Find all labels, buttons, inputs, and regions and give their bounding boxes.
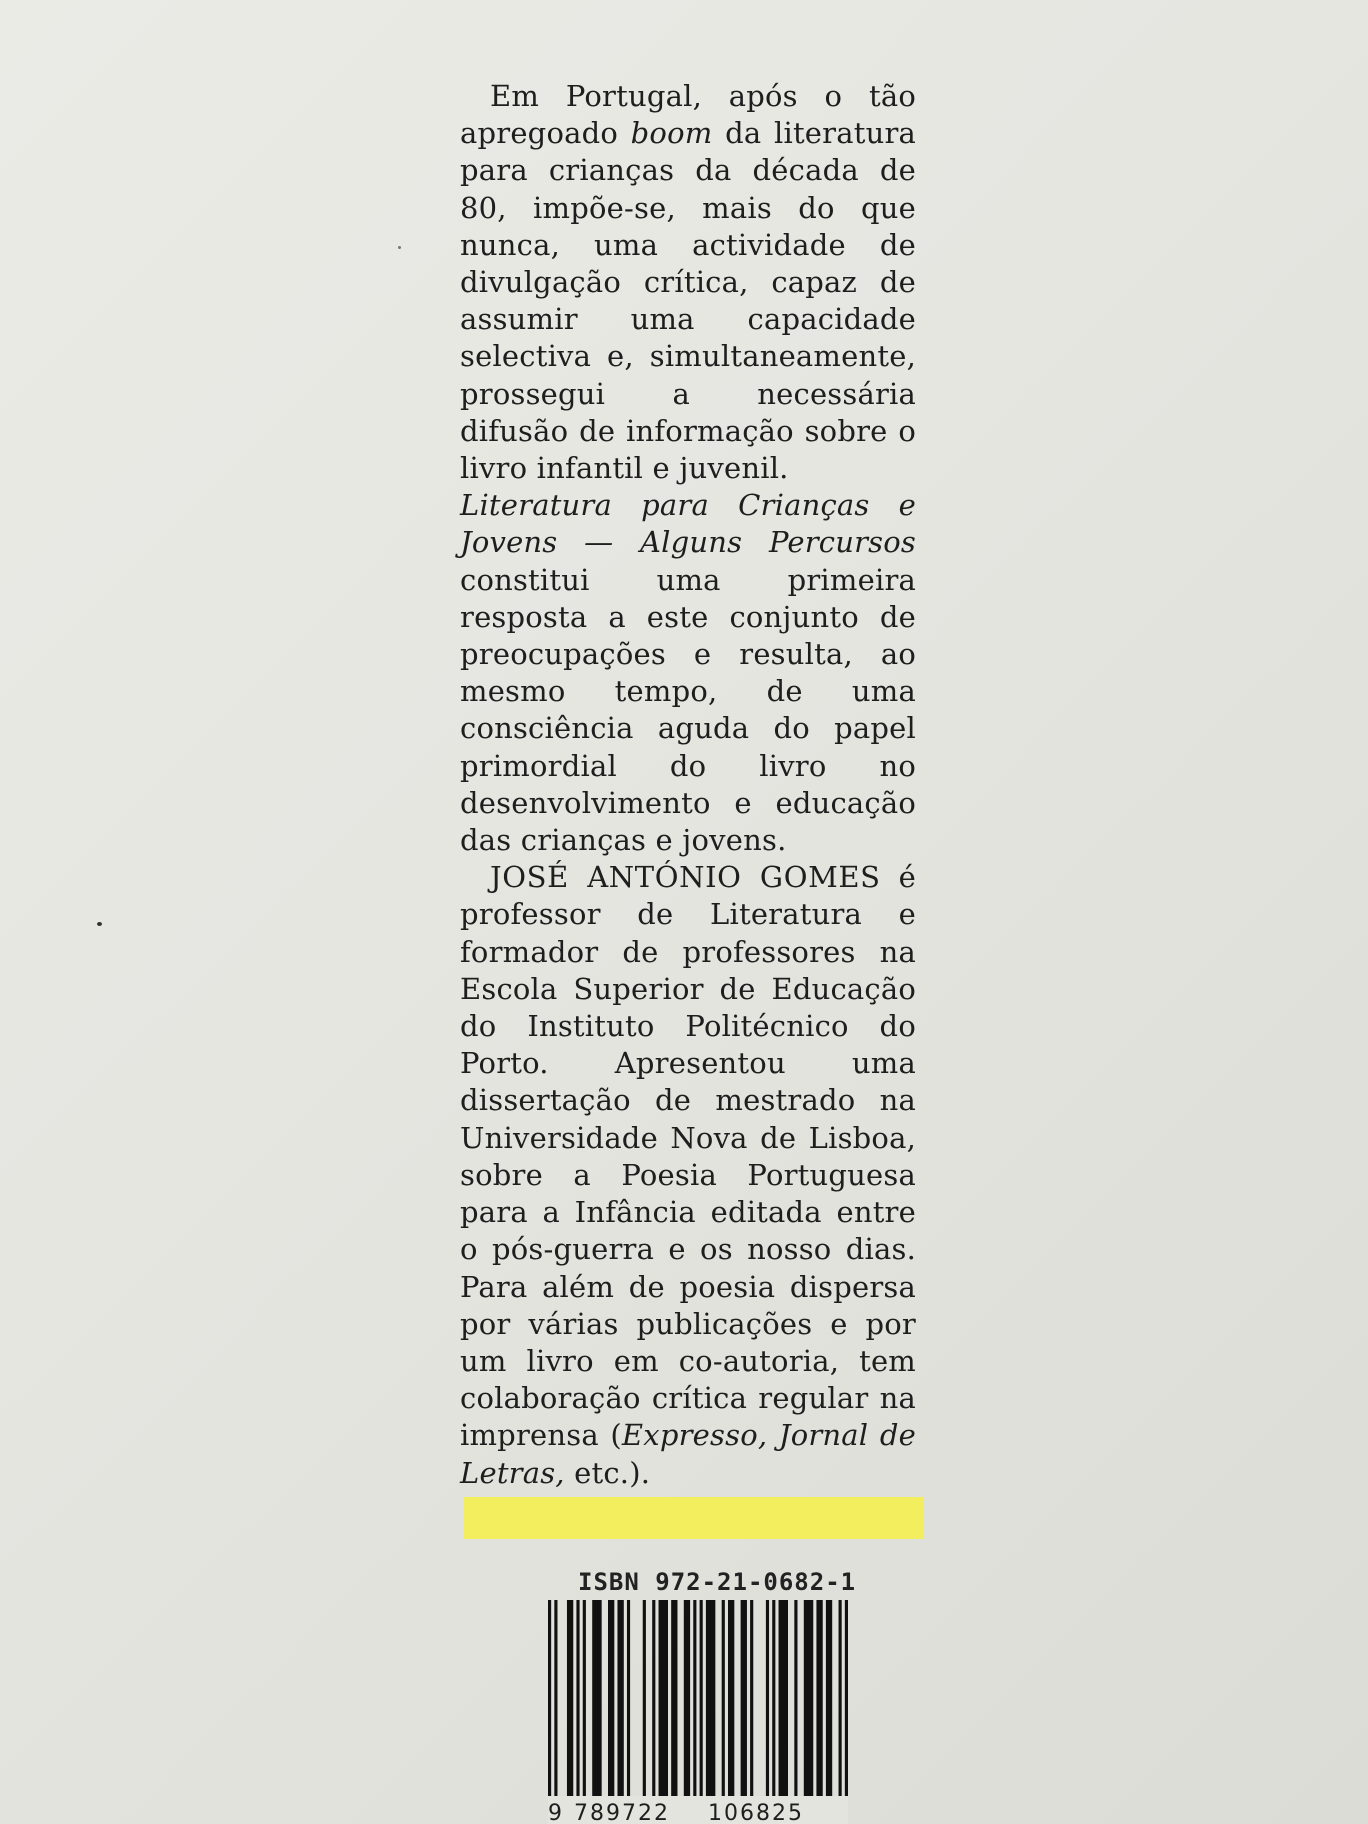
- barcode-bar: [652, 1600, 655, 1796]
- blurb-p1-italic: boom: [630, 116, 713, 151]
- barcode-bar: [700, 1600, 703, 1814]
- barcode-bar: [804, 1600, 813, 1796]
- barcode-bar: [659, 1600, 668, 1796]
- barcode-bar: [779, 1600, 788, 1796]
- barcode-bar: [643, 1600, 646, 1796]
- barcode-digit-first: 9: [548, 1801, 562, 1824]
- barcode-bar: [706, 1600, 715, 1796]
- blurb-p1-text-c: da literatura para crianças da década de 80, impõe-se, mais do que nunca, uma actividade de divulgação crítica, capaz de assumir uma capacidade selectiva e, simultaneamente, prossegui a necessária difusão de informação sobre o livro infantil e juvenil.: [460, 116, 917, 486]
- author-bio-end: etc.).: [564, 1455, 651, 1490]
- barcode-bar: [826, 1600, 832, 1796]
- barcode: [548, 1600, 848, 1824]
- barcode-bar: [741, 1600, 747, 1796]
- publication-names-italic: Expresso, Jornal de Letras,: [460, 1418, 916, 1490]
- barcode-bar: [627, 1600, 630, 1796]
- blurb-paragraph-1: [460, 78, 916, 487]
- barcode-bar: [816, 1600, 822, 1796]
- barcode-bar: [839, 1600, 842, 1814]
- author-bio-text: é professor de Literatura e formador de professores na Escola Superior de Educação do Instituto Politécnico do Porto. Apresentou uma dissertação de mestrado na Universidade Nova de Lisboa, sobre a Poesia Portuguesa para a Infância editada entre o pós-guerra e os nosso dias. Para além de poesia dispersa por várias publicações e por um livro em co-autoria, tem colaboração crítica regular na imprensa (: [460, 860, 916, 1453]
- barcode-digits-left: 789722: [574, 1801, 670, 1824]
- barcode-bar: [845, 1600, 848, 1814]
- author-name: JOSÉ ANTÓNIO GOMES: [490, 860, 881, 895]
- speck-1: [97, 922, 102, 926]
- speck-2: [398, 246, 401, 249]
- blurb-paragraph-2: [460, 487, 916, 859]
- blurb-text: [460, 78, 916, 1492]
- barcode-bar: [766, 1600, 769, 1796]
- blurb-p1-text-a: Em Portugal, após o tão apregoado: [460, 79, 916, 151]
- barcode-bar: [592, 1600, 601, 1796]
- barcode-bar: [548, 1600, 551, 1814]
- barcode-bar: [722, 1600, 725, 1796]
- barcode-bar: [684, 1600, 690, 1796]
- barcode-bar: [794, 1600, 797, 1796]
- barcode-bar: [576, 1600, 579, 1796]
- barcode-bar: [554, 1600, 557, 1814]
- blurb-paragraph-3: [460, 859, 916, 1491]
- barcode-bar: [772, 1600, 775, 1796]
- barcode-bar: [583, 1600, 586, 1796]
- barcode-bar: [567, 1600, 573, 1796]
- isbn-label: ISBN 972-21-0682-1: [578, 1568, 857, 1596]
- barcode-bars: [548, 1600, 848, 1814]
- barcode-bar: [728, 1600, 734, 1796]
- barcode-bar: [608, 1600, 614, 1796]
- book-title-italic: Literatura para Crianças e Jovens — Alguns Percursos: [460, 488, 916, 560]
- barcode-bar: [671, 1600, 677, 1796]
- barcode-bar: [617, 1600, 623, 1796]
- blurb-p2-text: constitui uma primeira resposta a este conjunto de preocupações e resulta, ao mesmo tempo, de uma consciência aguda do papel primordial do livro no desenvolvimento e educação das crianças e jovens.: [460, 562, 916, 858]
- yellow-band: [464, 1497, 924, 1539]
- barcode-bar: [750, 1600, 753, 1796]
- barcode-bar: [693, 1600, 696, 1814]
- barcode-digits-right: 106825: [708, 1801, 804, 1824]
